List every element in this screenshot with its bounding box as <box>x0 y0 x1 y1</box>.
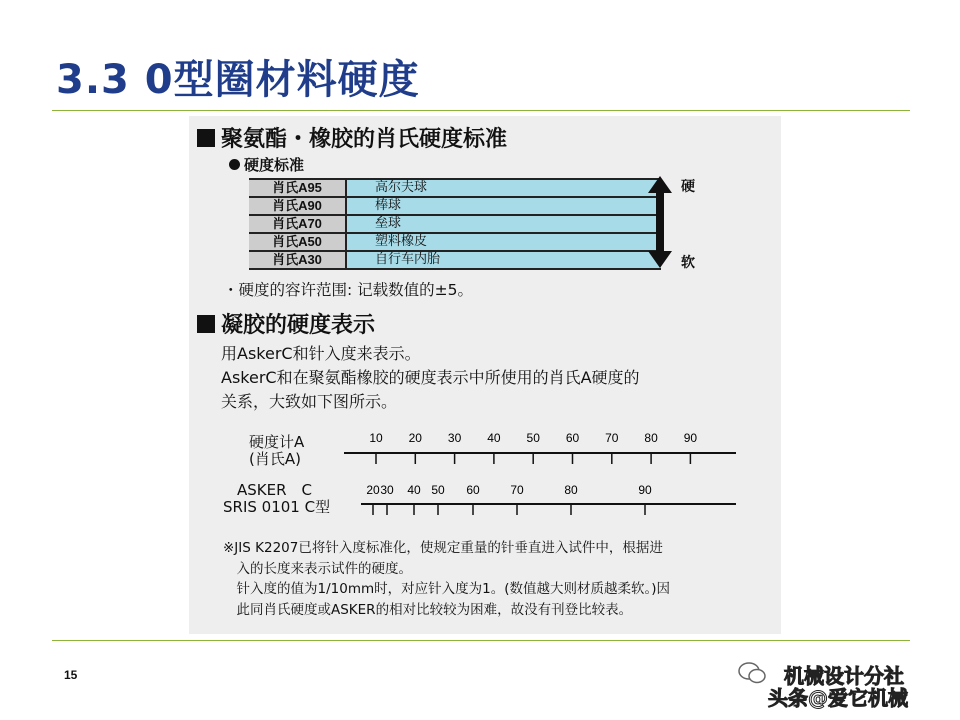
body-line: AskerC和在聚氨酯橡胶的硬度表示中所使用的肖氏A硬度的 <box>221 368 640 387</box>
soft-label: 软 <box>681 255 695 271</box>
content-panel <box>189 116 781 634</box>
hardness-example-cell: 塑料橡皮 <box>346 233 661 251</box>
scale-c-tick-label: 70 <box>510 483 524 497</box>
circle-bullet-icon <box>229 159 240 170</box>
footnote-line: 针入度的值为1/10mm时，对应针入度为1。(数值越大则材质越柔软。)因 <box>223 581 670 597</box>
body-line: 关系，大致如下图所示。 <box>221 392 398 411</box>
scale-c-tick-label: 30 <box>380 483 394 497</box>
hardness-grade-cell: 肖氏A95 <box>249 179 346 197</box>
hardness-grade-cell: 肖氏A90 <box>249 197 346 215</box>
slide-title: 3.3 0型圈材料硬度 <box>56 57 420 103</box>
hardness-row <box>249 179 661 197</box>
hardness-row <box>249 215 661 233</box>
hardness-example-cell: 垒球 <box>346 215 661 233</box>
watermark-line1: 机械设计分社 <box>784 664 904 688</box>
hardness-grade-cell: 肖氏A30 <box>249 251 346 269</box>
scale-c-tick-label: 50 <box>431 483 445 497</box>
scale-c-tick-label: 60 <box>466 483 480 497</box>
section1-subheading-text: 硬度标准 <box>244 156 305 174</box>
hardness-example-cell: 自行车内胎 <box>346 251 661 269</box>
body-line: 用AskerC和针入度来表示。 <box>221 344 421 363</box>
scale-a-tick-label: 60 <box>565 431 580 445</box>
scale-c-tick-label: 90 <box>638 483 652 497</box>
footnote-line: 此同肖氏硬度或ASKER的相对比较较为困难，故没有刊登比较表。 <box>223 601 633 618</box>
scale-a-tick-label: 10 <box>369 431 383 445</box>
section1-heading <box>197 122 507 153</box>
scale-a-label-line1: 硬度计A <box>249 433 305 451</box>
scale-c-tick-label: 20 <box>366 483 380 497</box>
scale-c-label-line2: SRIS 0101 C型 <box>223 498 331 516</box>
scale-c-tick-label: 80 <box>564 483 578 497</box>
scale-a-tick-label: 20 <box>408 431 422 445</box>
section2-body <box>221 342 640 414</box>
tolerance-note: ・硬度的容许范围: 记载数值的±5。 <box>223 281 473 299</box>
section2-heading <box>197 308 375 339</box>
section1-subheading <box>229 154 304 175</box>
hard-label: 硬 <box>681 179 695 195</box>
hardness-example-cell: 棒球 <box>346 197 661 215</box>
scale-a-label-line2: (肖氏A) <box>249 450 301 468</box>
scale-a-tick-label: 90 <box>683 431 698 445</box>
footnote <box>223 538 670 620</box>
square-bullet-icon <box>197 315 215 333</box>
hardness-table <box>249 178 661 270</box>
hardness-grade-cell: 肖氏A50 <box>249 233 346 251</box>
hardness-grade-cell: 肖氏A70 <box>249 215 346 233</box>
scale-a-tick-label: 70 <box>605 431 619 445</box>
scale-a-tick-label: 80 <box>644 431 658 445</box>
hardness-scale-comparison <box>189 428 781 538</box>
section2-heading-text: 凝胶的硬度表示 <box>221 313 376 338</box>
hardness-example-cell: 高尔夫球 <box>346 179 661 197</box>
scale-a-tick-label: 40 <box>487 431 501 445</box>
hardness-row <box>249 251 661 269</box>
square-bullet-icon <box>197 129 215 147</box>
hardness-row <box>249 197 661 215</box>
section1-heading-text: 聚氨酯・橡胶的肖氏硬度标准 <box>221 127 508 152</box>
watermark-line2: 头条@爱它机械 <box>768 686 908 710</box>
title-divider <box>52 110 910 111</box>
footnote-line: ※JIS K2207已将针入度标准化，使规定重量的针垂直进入试件中，根据进 <box>223 540 663 556</box>
footer-divider <box>52 640 910 641</box>
scale-c-label-line1: ASKER C <box>237 481 312 499</box>
hard-soft-arrow-icon <box>647 176 673 268</box>
scale-a-tick-label: 30 <box>447 431 462 445</box>
wechat-icon <box>738 662 766 684</box>
footnote-line: 入的长度来表示试件的硬度。 <box>223 560 412 577</box>
page-number: 15 <box>64 668 78 682</box>
scale-c-tick-label: 40 <box>407 483 421 497</box>
scale-a-tick-label: 50 <box>526 431 540 445</box>
hardness-row <box>249 233 661 251</box>
